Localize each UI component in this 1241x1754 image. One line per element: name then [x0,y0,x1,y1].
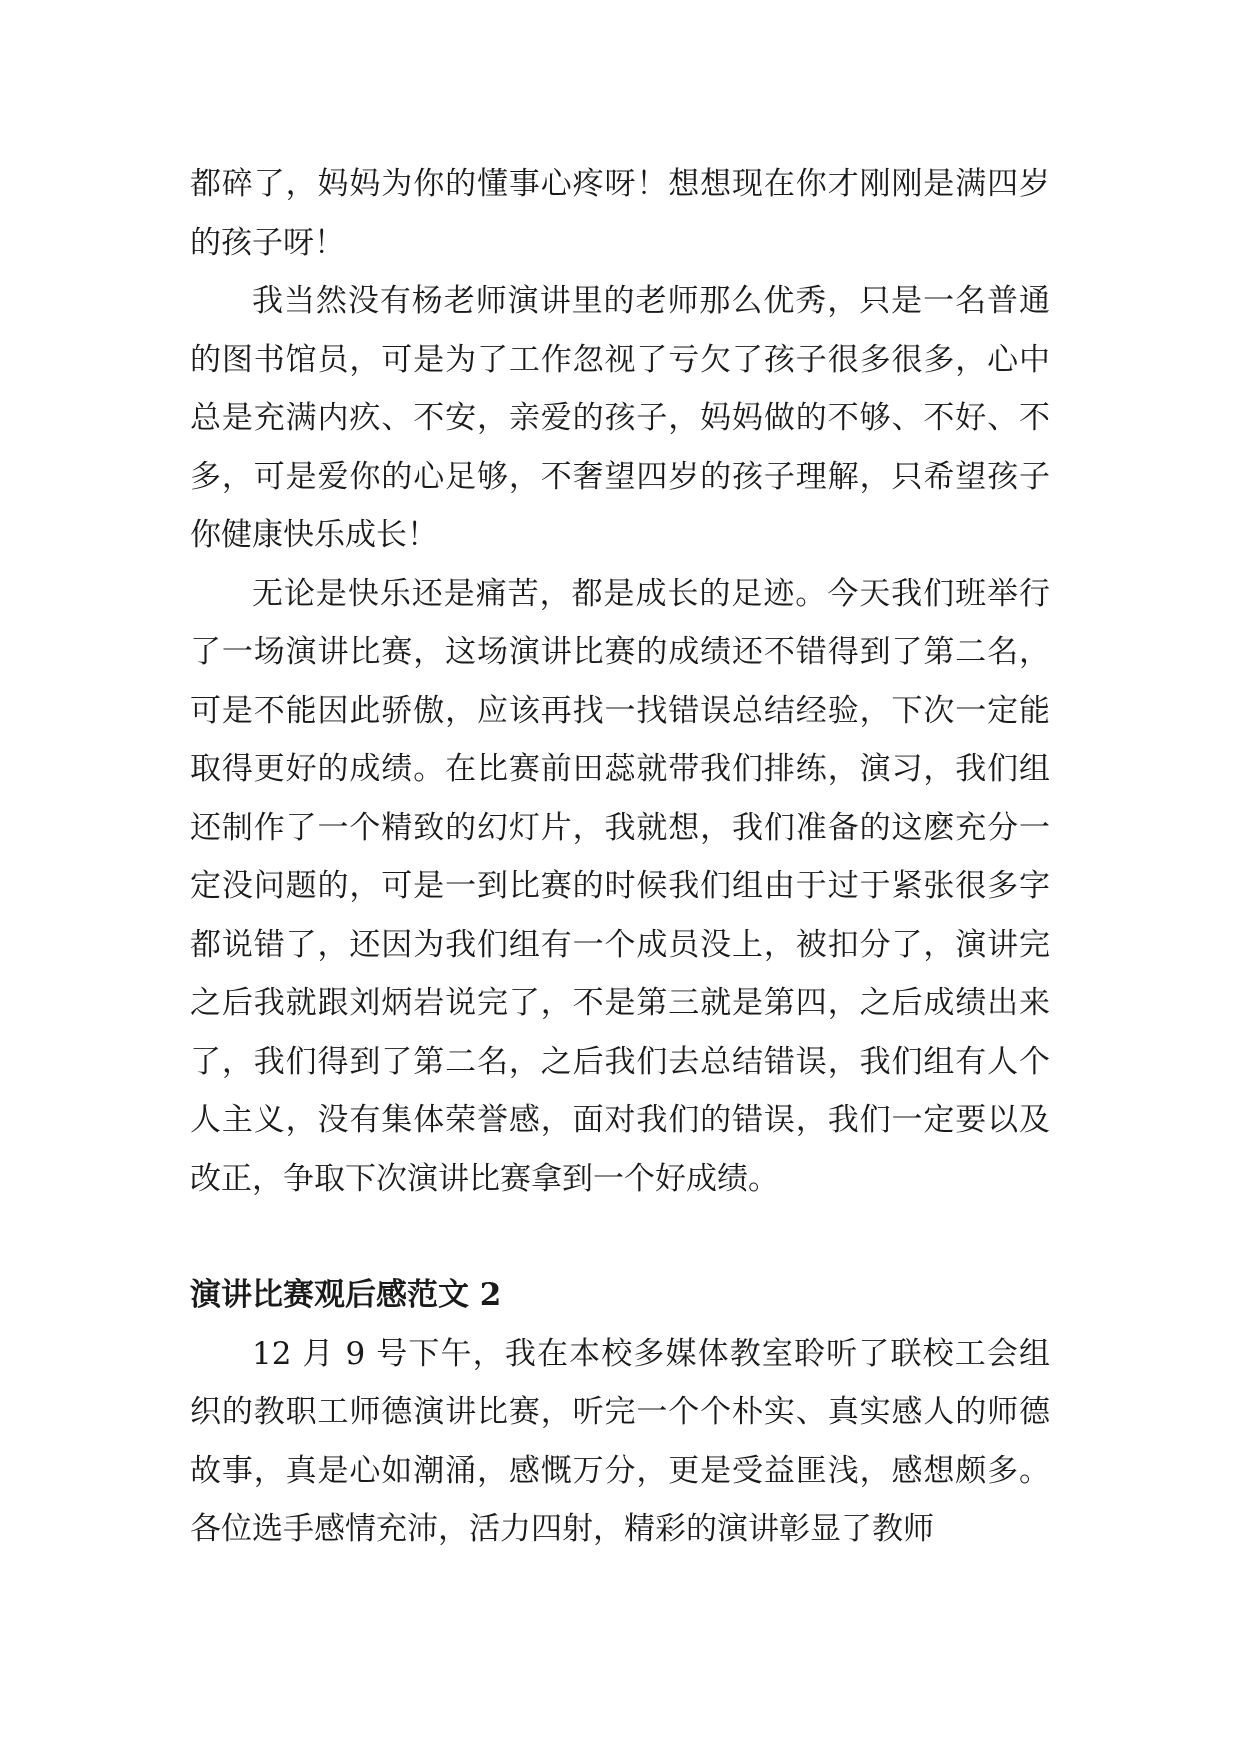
paragraph-teacher-ethics: 12 月 9 号下午，我在本校多媒体教室聆听了联校工会组织的教职工师德演讲比赛，听完一个个朴实、真实感人的师德故事，真是心如潮涌，感慨万分，更是受益匪浅，感想颇多。各位选手感情充沛，活力四射，精彩的演讲彰显了教师 [190,1335,1050,1547]
section-heading: 演讲比赛观后感范文 2 [190,1277,502,1313]
paragraph-speech-contest: 无论是快乐还是痛苦，都是成长的足迹。今天我们班举行了一场演讲比赛，这场演讲比赛的成绩还不错得到了第二名，可是不能因此骄傲，应该再找一找错误总结经验，下次一定能取得更好的成绩。在比赛前田蕊就带我们排练，演习，我们组还制作了一个精致的幻灯片，我就想，我们准备的这麽充分一定没问题的，可是一到比赛的时候我们组由于过于紧张很多字都说错了，还因为我们组有一个成员没上，被扣分了，演讲完之后我就跟刘炳岩说完了，不是第三就是第四，之后成绩出来了，我们得到了第二名，之后我们去总结错误，我们组有人个人主义，没有集体荣誉感，面对我们的错误，我们一定要以及改正，争取下次演讲比赛拿到一个好成绩。 [190,575,1050,1197]
document-body [190,155,1050,1559]
paragraph-librarian: 我当然没有杨老师演讲里的老师那么优秀，只是一名普通的图书馆员，可是为了工作忽视了亏欠了孩子很多很多，心中总是充满内疚、不安，亲爱的孩子，妈妈做的不够、不好、不多，可是爱你的心足够，不奢望四岁的孩子理解，只希望孩子你健康快乐成长！ [190,283,1050,553]
paragraph-continuation: 都碎了，妈妈为你的懂事心疼呀！想想现在你才刚刚是满四岁的孩子呀！ [190,166,1050,261]
